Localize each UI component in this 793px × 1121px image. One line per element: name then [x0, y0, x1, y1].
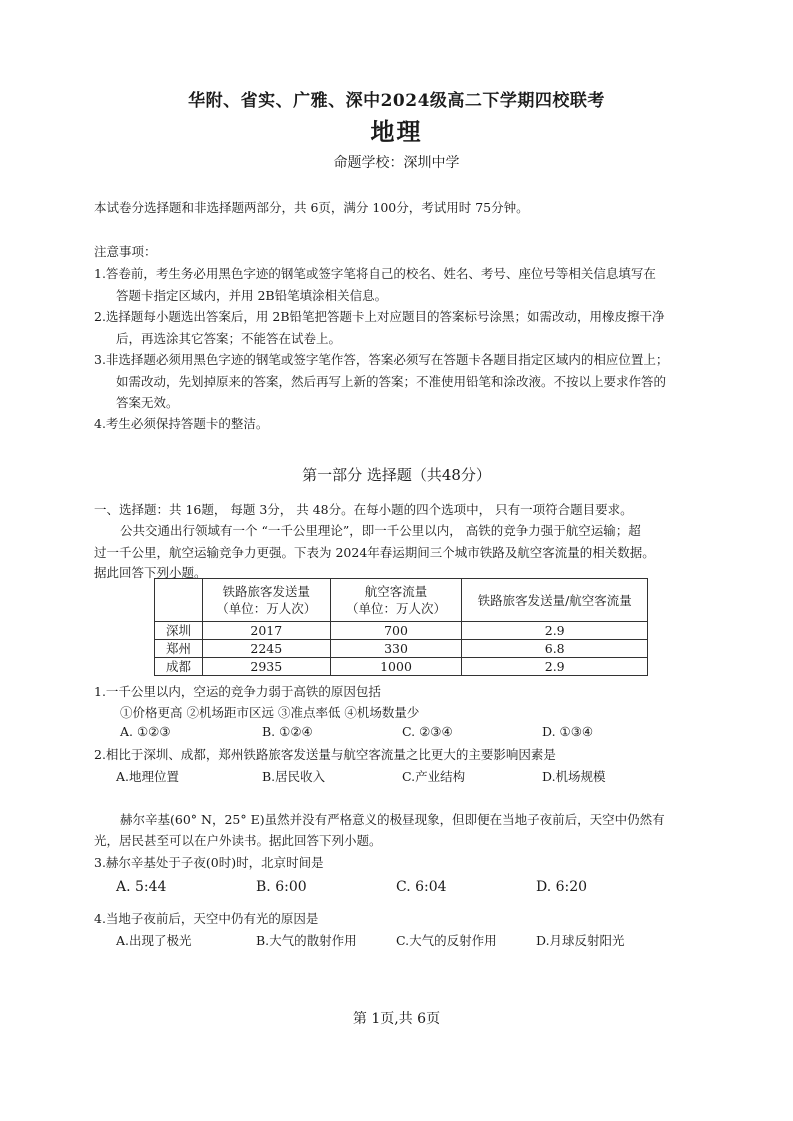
notice-item-3-line3: 答案无效。	[116, 395, 179, 410]
table-header-rail-l1: 铁路旅客发送量	[222, 584, 311, 599]
table-cell-city: 郑州	[155, 640, 203, 658]
passage1-line1: 公共交通出行领域有一个 “一千公里理论”，即一千公里以内， 高铁的竞争力强于航空运输；超	[120, 523, 641, 538]
q4-option-b: B.大气的散射作用	[256, 933, 357, 948]
table-row	[155, 658, 648, 676]
table-header-air-l1: 航空客流量	[364, 584, 428, 599]
table-header-ratio-l1: 铁路旅客发送量/航空客流量	[477, 592, 632, 608]
q4-option-d: D.月球反射阳光	[536, 933, 625, 948]
table-cell-ratio: 2.9	[462, 658, 648, 676]
q3-option-c: C. 6:04	[396, 879, 447, 895]
q1-option-a: A. ①②③	[120, 724, 171, 739]
table-header-air-l2: （单位：万人次）	[346, 601, 447, 616]
passage1-line3: 据此回答下列小题。	[94, 565, 207, 580]
q4-option-c: C.大气的反射作用	[396, 933, 497, 948]
notice-item-1-line2: 答题卡指定区域内，并用 2B铅笔填涂相关信息。	[116, 288, 388, 303]
q1-option-d: D. ①③④	[542, 724, 594, 739]
notice-item-1-line1: 1.答卷前，考生务必用黑色字迹的钢笔或签字笔将自己的校名、姓名、考号、座位号等相关信息填写在	[94, 266, 656, 281]
notice-item-4-line1: 4.考生必须保持答题卡的整洁。	[94, 416, 269, 431]
notice-title: 注意事项：	[94, 244, 157, 259]
q2-option-d: D.机场规模	[542, 769, 606, 784]
notice-item-3-line1: 3.非选择题必须用黑色字迹的钢笔或签字笔作答，答案必须写在答题卡各题目指定区域内的相应位置上；	[94, 352, 669, 367]
q2-option-b: B.居民收入	[262, 769, 326, 784]
table-header-ratio	[462, 579, 648, 622]
q3-stem: 3.赫尔辛基处于子夜(0时)时，北京时间是	[94, 855, 324, 870]
table-cell-city: 成都	[155, 658, 203, 676]
table-row	[155, 640, 648, 658]
intro-text: 本试卷分选择题和非选择题两部分，共 6页，满分 100分，考试用时 75分钟。	[94, 200, 529, 215]
table-header-rail	[202, 579, 330, 622]
passage1-line2: 过一千公里，航空运输竞争力更强。下表为 2024年春运期间三个城市铁路及航空客流量的相关数据。	[94, 545, 655, 560]
q1-option-b: B. ①②④	[262, 724, 313, 739]
section-instruction: 一、选择题：共 16题， 每题 3分， 共 48分。在每小题的四个选项中， 只有一项符合题目要求。	[94, 502, 633, 517]
table-cell-ratio: 2.9	[462, 622, 648, 640]
table-cell-air: 1000	[330, 658, 462, 676]
page-footer: 第 1页,共 6页	[352, 1011, 441, 1027]
table-header-air	[330, 579, 462, 622]
q2-option-a: A.地理位置	[116, 769, 180, 784]
q3-option-d: D. 6:20	[536, 879, 588, 895]
table-row	[155, 622, 648, 640]
subject-title: 地理	[370, 117, 423, 146]
table-header-rail-l2: （单位：万人次）	[216, 601, 317, 616]
school-line: 命题学校：深圳中学	[333, 155, 460, 171]
notice-item-2-line2: 后，再选涂其它答案；不能答在试卷上。	[116, 331, 342, 346]
q3-option-a: A. 5:44	[116, 879, 167, 895]
table-header-corner	[155, 579, 203, 622]
q1-option-c: C. ②③④	[402, 724, 453, 739]
notice-item-3-line2: 如需改动，先划掉原来的答案，然后再写上新的答案；不准使用铅笔和涂改液。不按以上要求作答的	[116, 374, 667, 389]
table-cell-rail: 2245	[202, 640, 330, 658]
table-cell-city: 深圳	[155, 622, 203, 640]
passage2-line2: 光，居民甚至可以在户外读书。据此回答下列小题。	[94, 833, 382, 848]
passage2-line1: 赫尔辛基(60° N，25° E)虽然并没有严格意义的极昼现象，但即便在当地子夜前后，天空中仍然有	[120, 812, 665, 827]
table-cell-air: 700	[330, 622, 462, 640]
table-cell-ratio: 6.8	[462, 640, 648, 658]
table-cell-rail: 2935	[202, 658, 330, 676]
table-header-row	[155, 579, 648, 622]
q3-option-b: B. 6:00	[256, 879, 307, 895]
table-cell-rail: 2017	[202, 622, 330, 640]
q4-option-a: A.出现了极光	[116, 933, 192, 948]
q1-factors: ①价格更高 ②机场距市区远 ③准点率低 ④机场数量少	[120, 705, 420, 720]
q2-stem: 2.相比于深圳、成都，郑州铁路旅客发送量与航空客流量之比更大的主要影响因素是	[94, 747, 556, 762]
q1-stem: 1.一千公里以内，空运的竞争力弱于高铁的原因包括	[94, 684, 381, 699]
table-cell-air: 330	[330, 640, 462, 658]
data-table	[154, 578, 648, 676]
exam-title: 华附、省实、广雅、深中2024级高二下学期四校联考	[188, 91, 605, 111]
q2-option-c: C.产业结构	[402, 769, 466, 784]
notice-item-2-line1: 2.选择题每小题选出答案后，用 2B铅笔把答题卡上对应题目的答案标号涂黑；如需改动，用橡皮擦干净	[94, 309, 665, 324]
q4-stem: 4.当地子夜前后，天空中仍有光的原因是	[94, 911, 319, 926]
section-title: 第一部分 选择题（共48分）	[302, 466, 491, 484]
